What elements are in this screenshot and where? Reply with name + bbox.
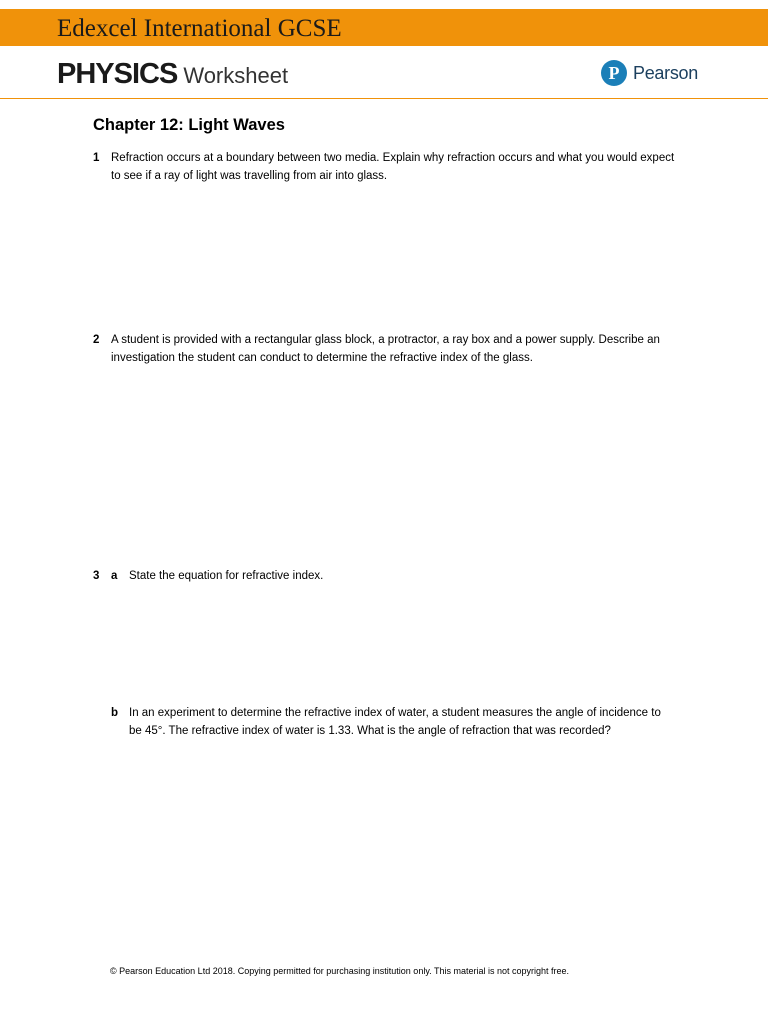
question-number: 2 bbox=[93, 334, 100, 346]
question-text: Refraction occurs at a boundary between two media. Explain why refraction occurs and what you would expect to see if a ray of light was travelling from air into glass. bbox=[111, 152, 675, 182]
copyright-footer: © Pearson Education Ltd 2018. Copying permitted for purchasing institution only. This material is not copyright free. bbox=[110, 966, 570, 976]
header-divider bbox=[0, 98, 768, 99]
question-text: State the equation for refractive index. bbox=[129, 570, 324, 582]
chapter-title: Chapter 12: Light Waves bbox=[93, 116, 285, 134]
brand-title: Edexcel International GCSE bbox=[57, 15, 342, 42]
pearson-logo-icon bbox=[601, 60, 627, 86]
question-part-label: a bbox=[111, 570, 118, 582]
subject-subtitle: Worksheet bbox=[183, 63, 289, 88]
publisher-name: Pearson bbox=[633, 62, 698, 83]
question-part-label: b bbox=[111, 707, 119, 719]
subject-heading bbox=[57, 58, 288, 95]
question-text: In an experiment to determine the refractive index of water, a student measures the angle of incidence to be 45°. The refractive index of water is 1.33. What is the angle of refraction that was recorded? bbox=[129, 707, 661, 737]
question-text: A student is provided with a rectangular glass block, a protractor, a ray box and a power supply. Describe an investigation the student can conduct to determine the refractive index of the glass. bbox=[111, 334, 660, 364]
subject-name: PHYSICS bbox=[57, 58, 178, 90]
pearson-logo bbox=[601, 58, 698, 88]
question-number: 3 bbox=[93, 570, 100, 582]
pearson-logo-letter: P bbox=[608, 63, 620, 83]
question-number: 1 bbox=[93, 152, 100, 164]
